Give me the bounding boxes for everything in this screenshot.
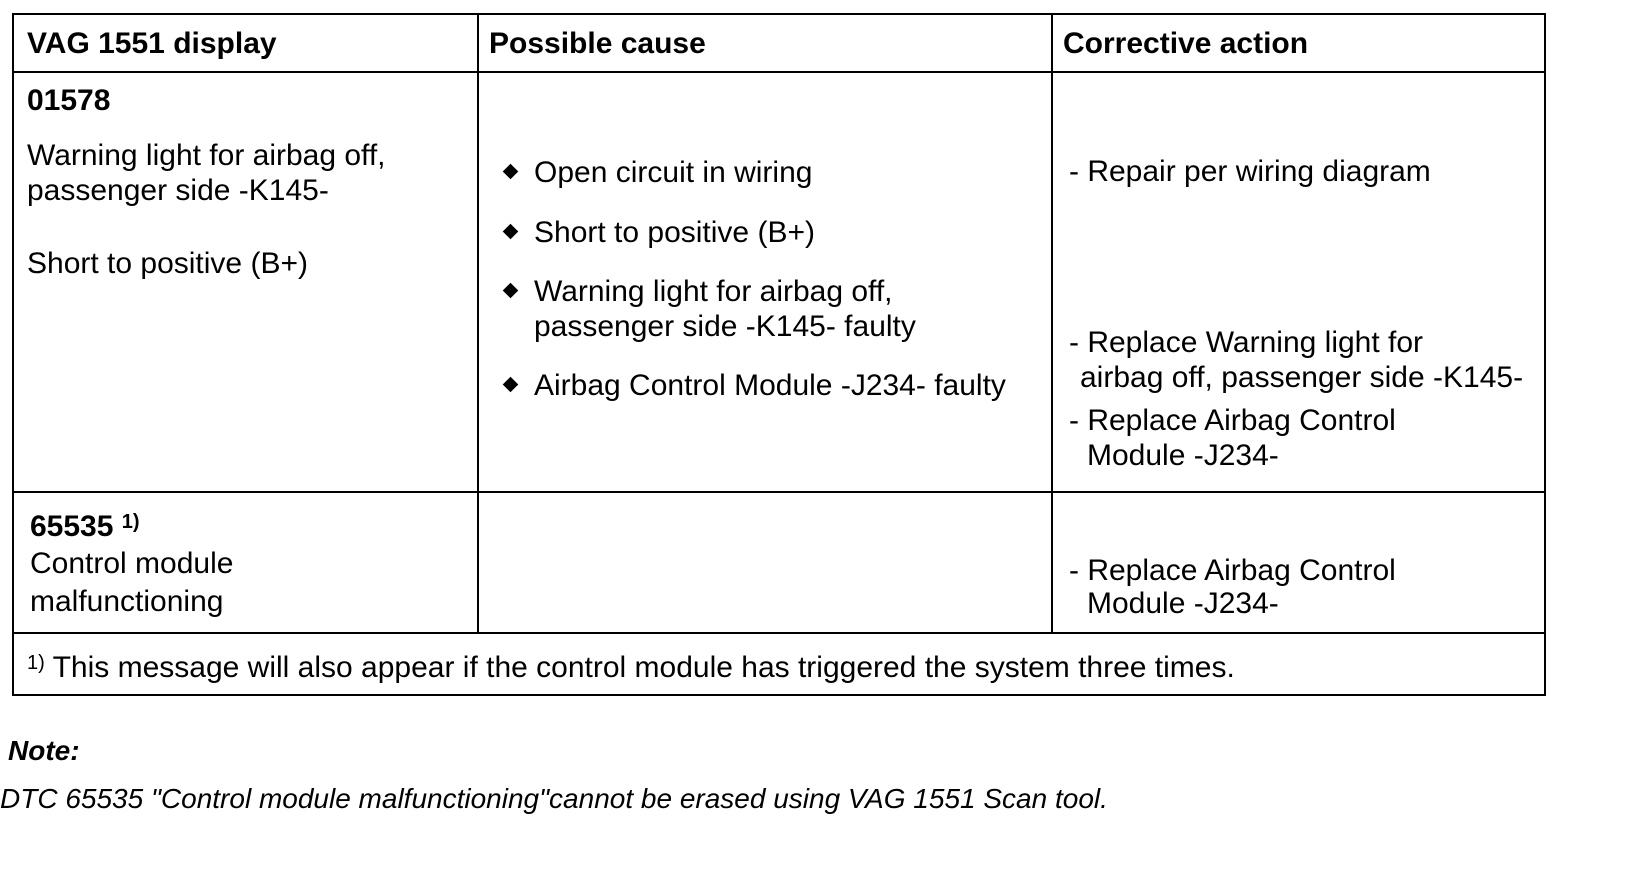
fault-description: malfunctioning <box>30 585 224 618</box>
cause-item-continued: passenger side -K145- faulty <box>534 310 916 343</box>
fault-code: 01578 <box>27 84 111 117</box>
fault-table <box>12 13 1546 696</box>
bullet-icon <box>503 283 519 299</box>
action-item: - Replace Airbag Control <box>1069 404 1396 437</box>
column-divider <box>1051 15 1053 634</box>
cause-item: Short to positive (B+) <box>534 216 815 249</box>
fault-code-value: 65535 <box>30 510 114 543</box>
cause-item: Airbag Control Module -J234- faulty <box>534 369 1006 402</box>
cause-item: Warning light for airbag off, <box>534 275 893 308</box>
column-divider <box>477 15 479 634</box>
action-item-continued: Module -J234- <box>1087 439 1279 472</box>
footnote-mark: 1) <box>121 511 140 533</box>
bullet-icon <box>503 164 519 180</box>
action-item: - Replace Warning light for <box>1069 326 1424 359</box>
action-item-continued: airbag off, passenger side -K145- <box>1080 361 1524 394</box>
footnote-text: This message will also appear if the control module has triggered the system three times. <box>52 651 1235 684</box>
row-divider <box>14 632 1544 634</box>
action-item: - Replace Airbag Control <box>1069 554 1396 587</box>
bullet-icon <box>503 377 519 393</box>
fault-description: Control module <box>30 547 234 580</box>
row-divider <box>14 491 1544 493</box>
action-item-continued: Module -J234- <box>1087 587 1279 620</box>
note-text: DTC 65535 "Control module malfunctioning"cannot be erased using VAG 1551 Scan tool. <box>0 783 1108 814</box>
bullet-icon <box>503 224 519 240</box>
row-divider <box>14 71 1544 73</box>
action-item: - Repair per wiring diagram <box>1069 155 1431 188</box>
fault-type: Short to positive (B+) <box>27 247 308 280</box>
header-action: Corrective action <box>1063 27 1309 60</box>
fault-code <box>30 509 140 544</box>
footnote <box>27 650 1235 685</box>
cause-item: Open circuit in wiring <box>534 156 813 189</box>
header-display: VAG 1551 display <box>27 27 277 60</box>
note-label: Note: <box>8 735 80 766</box>
fault-description: Warning light for airbag off, <box>27 139 386 172</box>
header-cause: Possible cause <box>489 27 706 60</box>
footnote-mark: 1) <box>27 652 45 674</box>
fault-description: passenger side -K145- <box>27 174 329 207</box>
